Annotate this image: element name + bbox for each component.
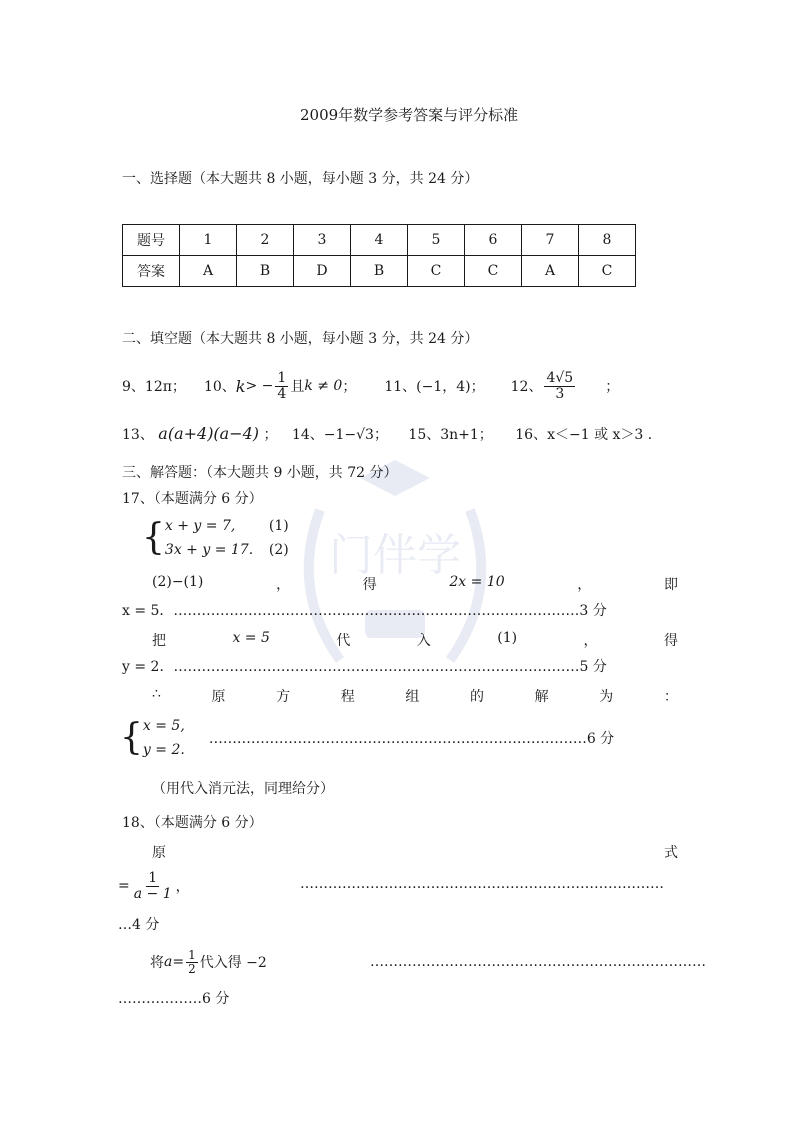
answer-q9: 9、12π； <box>122 379 186 395</box>
table-cell: C <box>408 256 465 287</box>
answer-q10-end: ； <box>342 379 357 395</box>
step-text: 代入得 −2 <box>199 955 267 971</box>
q17-step4: y = 2．……………………………………………………………………………5 分 <box>122 659 607 675</box>
step-text: ： <box>663 689 678 705</box>
fraction-denominator: 4 <box>277 385 287 402</box>
step-text: (2)−(1) <box>152 574 204 590</box>
section1-heading: 一、选择题（本大题共 8 小题，每小题 3 分，共 24 分） <box>122 171 479 187</box>
answer-q16: 16、x＜−1 或 x＞3 ． <box>515 427 662 443</box>
table-cell: 2 <box>237 225 294 256</box>
fraction-denominator: a − 1 <box>133 885 172 902</box>
solution-lines <box>143 714 185 762</box>
step-text: ， <box>577 577 592 593</box>
answer-q11: 11、(−1，4)； <box>384 379 485 395</box>
answer-table <box>122 224 636 287</box>
answer-q10-fraction <box>275 371 288 401</box>
q18-dots-2: ……………………………………………………………… <box>370 954 706 970</box>
answer-q12-fraction <box>544 371 575 401</box>
answer-q13-expr: a(a+4)(a−4) <box>158 424 260 443</box>
answer-q13-end: ； <box>263 427 278 443</box>
step-text: 即 <box>663 577 678 593</box>
q17-step2: x = 5．……………………………………………………………………………3 分 <box>122 603 607 619</box>
table-cell: A <box>522 256 579 287</box>
left-brace: { <box>142 517 165 558</box>
q17-label: 17、（本题满分 6 分） <box>122 491 263 507</box>
fill-blank-line-2 <box>122 424 662 444</box>
step-text: x = 5 <box>232 630 270 646</box>
answer-q10-var: k <box>235 376 246 396</box>
table-cell: 7 <box>522 225 579 256</box>
step-text: 将 <box>150 955 164 971</box>
answer-q12-label: 12、 <box>510 379 543 395</box>
answer-q15: 15、3n+1； <box>408 427 493 443</box>
equation-lines <box>165 514 289 562</box>
answer-q12-end: ； <box>605 379 620 395</box>
table-row-numbers <box>123 225 636 256</box>
equation-2-tag: (2) <box>268 542 289 558</box>
section3-heading: 三、解答题：（本大题共 9 小题，共 72 分） <box>122 465 398 481</box>
page-title: 2009年数学参考答案与评分标准 <box>300 106 519 124</box>
equation-1: x + y = 7, <box>164 518 236 534</box>
table-cell: D <box>294 256 351 287</box>
fill-blank-line-1 <box>122 366 619 406</box>
step-text: 为 <box>599 689 614 705</box>
q17-step3 <box>152 630 678 650</box>
q18-step5: ………………6 分 <box>118 991 230 1007</box>
step-text: 把 <box>152 633 166 649</box>
table-cell: 3 <box>294 225 351 256</box>
equation-1-tag: (1) <box>268 518 289 534</box>
step-text: 方 <box>276 689 291 705</box>
q18-label: 18、（本题满分 6 分） <box>122 815 263 831</box>
q17-step5 <box>152 686 678 706</box>
q18-dots-1: …………………………………………………………………… <box>300 876 664 892</box>
left-brace: { <box>120 717 143 758</box>
q18-sub-fraction <box>186 949 198 975</box>
step-text: 入 <box>416 633 431 649</box>
table-cell: C <box>579 256 636 287</box>
solution-x: x = 5, <box>142 718 185 734</box>
step-text: 的 <box>470 689 485 705</box>
step-text: 代 <box>336 633 351 649</box>
fraction-numerator: 1 <box>148 869 158 886</box>
equation-2: 3x + y = 17. <box>164 542 254 558</box>
step-text: 原 <box>152 845 166 861</box>
solution-system <box>120 712 614 764</box>
table-cell: 6 <box>465 225 522 256</box>
step-text: ， <box>583 633 598 649</box>
solution-y: y = 2. <box>142 742 185 758</box>
answer-q10-and: 且 <box>290 379 305 395</box>
q18-step3: …4 分 <box>118 917 160 933</box>
q18-step4 <box>150 944 267 980</box>
step-text: 组 <box>405 689 420 705</box>
section2-heading: 二、填空题（本大题共 8 小题，每小题 3 分，共 24 分） <box>122 331 479 347</box>
fraction-numerator: 4√5 <box>546 369 574 386</box>
watermark-text: 门伴学 <box>329 530 461 581</box>
step-text: 原 <box>211 689 226 705</box>
comma: ， <box>175 879 190 895</box>
table-cell: 5 <box>408 225 465 256</box>
fraction-numerator: 1 <box>277 369 287 386</box>
answer-q10-condition: k ≠ 0 <box>304 378 343 394</box>
step-text: ， <box>276 577 291 593</box>
q18-step2 <box>118 866 190 906</box>
step-text: 式 <box>664 845 678 861</box>
step-text: 2x = 10 <box>449 574 505 590</box>
row-label-answers: 答案 <box>123 256 180 287</box>
table-cell: A <box>180 256 237 287</box>
table-row-answers <box>123 256 636 287</box>
equation-system <box>142 512 289 564</box>
table-cell: B <box>351 256 408 287</box>
table-cell: 8 <box>579 225 636 256</box>
step-text: 程 <box>340 689 355 705</box>
answer-q14: 14、−1−√3； <box>291 427 388 443</box>
step-text: 得 <box>664 633 678 649</box>
table-cell: B <box>237 256 294 287</box>
q17-step1 <box>152 574 678 594</box>
step-var: a <box>164 954 173 970</box>
step-text: 解 <box>534 689 549 705</box>
q18-step1 <box>152 842 678 862</box>
fraction-denominator: 2 <box>188 961 196 976</box>
table-cell: 4 <box>351 225 408 256</box>
step-text: (1) <box>497 630 518 646</box>
q17-note: （用代入消元法，同理给分） <box>152 781 334 797</box>
answer-q10-label: 10、 <box>203 379 236 395</box>
equals-sign: = <box>118 878 130 894</box>
row-label-numbers: 题号 <box>123 225 180 256</box>
score-line: ………………………………………………………………………6 分 <box>208 731 615 747</box>
step-text: 得 <box>362 577 377 593</box>
step-eq: = <box>172 954 185 970</box>
q18-fraction <box>132 871 174 901</box>
table-cell: 1 <box>180 225 237 256</box>
fraction-numerator: 1 <box>188 947 196 962</box>
fraction-denominator: 3 <box>555 385 565 402</box>
step-text: ∴ <box>152 686 161 702</box>
answer-q10-gt: > − <box>245 378 274 394</box>
table-cell: C <box>465 256 522 287</box>
answer-q13-label: 13、 <box>122 427 154 443</box>
